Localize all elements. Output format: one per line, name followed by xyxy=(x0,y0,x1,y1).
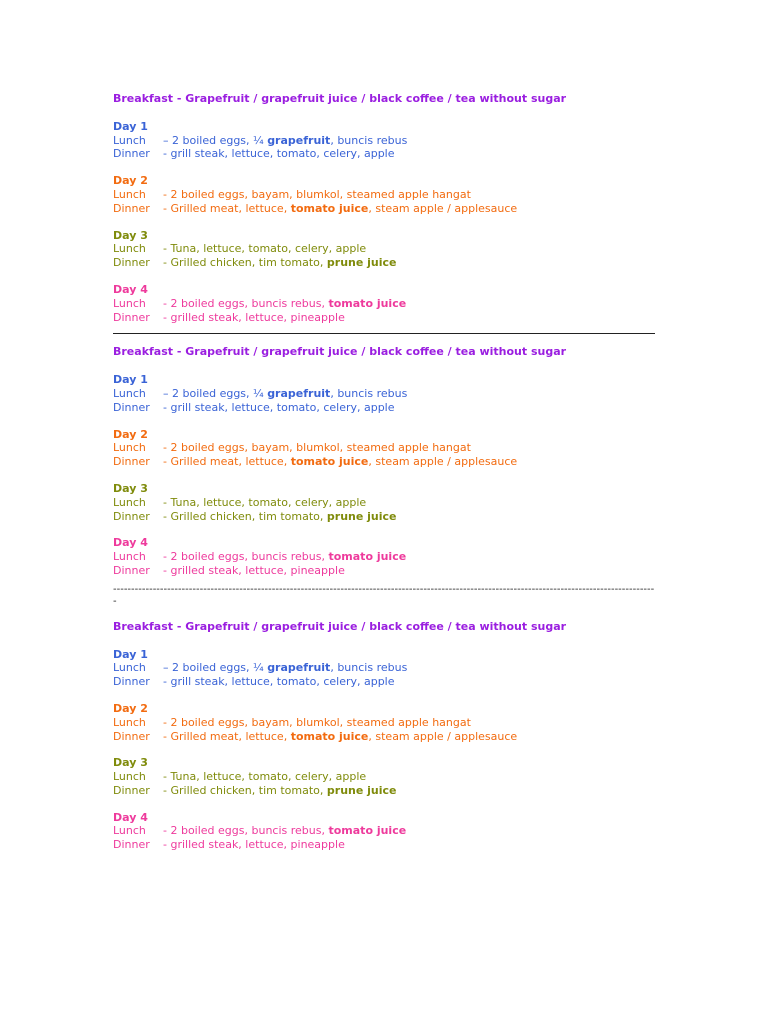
meal-text-tail: , buncis rebus xyxy=(330,386,408,400)
dinner-row xyxy=(113,256,658,270)
meal-label: Dinner xyxy=(113,783,150,797)
meal-label: Lunch xyxy=(113,661,146,675)
meal-label: Dinner xyxy=(113,838,150,852)
diet-section-2 xyxy=(113,345,658,577)
day-title: Day 4 xyxy=(113,282,148,296)
meal-text: - grill steak, lettuce, tomato, celery, apple xyxy=(163,147,395,161)
day-title: Day 3 xyxy=(113,228,148,242)
lunch-row xyxy=(113,770,658,784)
meal-text: - Tuna, lettuce, tomato, celery, apple xyxy=(163,495,367,509)
dinner-row xyxy=(113,838,658,852)
dinner-row xyxy=(113,784,658,798)
day-2-block xyxy=(113,702,658,743)
meal-text: - grill steak, lettuce, tomato, celery, apple xyxy=(163,675,395,689)
meal-label: Dinner xyxy=(113,256,150,270)
lunch-row xyxy=(113,134,658,148)
meal-text: - grilled steak, lettuce, pineapple xyxy=(163,563,345,577)
breakfast-line: Breakfast - Grapefruit / grapefruit juice / black coffee / tea without sugar xyxy=(113,92,567,105)
meal-highlight: grapefruit xyxy=(267,133,331,147)
meal-text: - Tuna, lettuce, tomato, celery, apple xyxy=(163,770,367,784)
meal-text: - grilled steak, lettuce, pineapple xyxy=(163,310,345,324)
meal-label: Dinner xyxy=(113,509,150,523)
lunch-row xyxy=(113,716,658,730)
day-title: Day 4 xyxy=(113,810,148,824)
meal-text: - Grilled chicken, tim tomato, xyxy=(163,509,327,523)
meal-text: - Grilled meat, lettuce, xyxy=(163,201,291,215)
meal-text: - Grilled chicken, tim tomato, xyxy=(163,783,327,797)
meal-highlight: tomato juice xyxy=(290,729,369,743)
meal-text: - 2 boiled eggs, bayam, blumkol, steamed apple hangat xyxy=(163,441,471,455)
lunch-row xyxy=(113,550,658,564)
meal-text: - grilled steak, lettuce, pineapple xyxy=(163,838,345,852)
diet-section-1 xyxy=(113,92,658,324)
meal-text-tail: , steam apple / applesauce xyxy=(368,729,518,743)
meal-label: Lunch xyxy=(113,441,146,455)
day-2-block xyxy=(113,174,658,215)
day-title: Day 3 xyxy=(113,481,148,495)
dinner-row xyxy=(113,311,658,325)
meal-text: - 2 boiled eggs, bayam, blumkol, steamed apple hangat xyxy=(163,715,471,729)
day-2-block xyxy=(113,428,658,469)
meal-label: Lunch xyxy=(113,296,146,310)
day-4-block xyxy=(113,283,658,324)
meal-text: - Grilled chicken, tim tomato, xyxy=(163,256,327,270)
meal-highlight: prune juice xyxy=(326,509,397,523)
lunch-row xyxy=(113,661,658,675)
day-title: Day 4 xyxy=(113,536,148,550)
dinner-row xyxy=(113,675,658,689)
meal-label: Lunch xyxy=(113,495,146,509)
horizontal-rule xyxy=(113,333,655,334)
day-1-block xyxy=(113,648,658,689)
meal-label: Lunch xyxy=(113,187,146,201)
dinner-row xyxy=(113,455,658,469)
meal-text: - grill steak, lettuce, tomato, celery, apple xyxy=(163,400,395,414)
meal-label: Lunch xyxy=(113,715,146,729)
dinner-row xyxy=(113,564,658,578)
lunch-row xyxy=(113,242,658,256)
meal-highlight: tomato juice xyxy=(290,455,369,469)
dinner-row xyxy=(113,147,658,161)
day-title: Day 3 xyxy=(113,756,148,770)
meal-label: Lunch xyxy=(113,386,146,400)
meal-label: Dinner xyxy=(113,563,150,577)
meal-text: – 2 boiled eggs, ¼ xyxy=(163,133,268,147)
meal-label: Lunch xyxy=(113,770,146,784)
dinner-row xyxy=(113,510,658,524)
meal-text: - Tuna, lettuce, tomato, celery, apple xyxy=(163,242,367,256)
day-4-block xyxy=(113,536,658,577)
dinner-row xyxy=(113,202,658,216)
day-title: Day 2 xyxy=(113,427,148,441)
diet-section-3 xyxy=(113,620,658,852)
meal-highlight: grapefruit xyxy=(267,386,331,400)
day-title: Day 2 xyxy=(113,174,148,188)
meal-label: Dinner xyxy=(113,310,150,324)
meal-text: - Grilled meat, lettuce, xyxy=(163,729,291,743)
lunch-row xyxy=(113,441,658,455)
day-3-block xyxy=(113,756,658,797)
lunch-row xyxy=(113,824,658,838)
meal-label: Lunch xyxy=(113,133,146,147)
meal-label: Lunch xyxy=(113,242,146,256)
breakfast-line: Breakfast - Grapefruit / grapefruit juice / black coffee / tea without sugar xyxy=(113,345,567,359)
lunch-row xyxy=(113,387,658,401)
day-4-block xyxy=(113,811,658,852)
dashed-separator: ------------------------------------------------------------------------------------------------------------------------------------------------------- xyxy=(113,583,655,607)
day-title: Day 1 xyxy=(113,373,148,387)
meal-text: - Grilled meat, lettuce, xyxy=(163,455,291,469)
meal-text: - 2 boiled eggs, buncis rebus, xyxy=(163,296,329,310)
dinner-row xyxy=(113,730,658,744)
day-1-block xyxy=(113,120,658,161)
meal-label: Dinner xyxy=(113,400,150,414)
meal-text: - 2 boiled eggs, buncis rebus, xyxy=(163,824,329,838)
lunch-row xyxy=(113,496,658,510)
meal-text: - 2 boiled eggs, bayam, blumkol, steamed apple hangat xyxy=(163,187,471,201)
meal-label: Dinner xyxy=(113,147,150,161)
meal-text-tail: , steam apple / applesauce xyxy=(368,455,518,469)
day-title: Day 1 xyxy=(113,647,148,661)
day-1-block xyxy=(113,373,658,414)
meal-highlight: prune juice xyxy=(326,783,397,797)
meal-label: Dinner xyxy=(113,455,150,469)
meal-text: – 2 boiled eggs, ¼ xyxy=(163,386,268,400)
meal-label: Dinner xyxy=(113,729,150,743)
day-3-block xyxy=(113,229,658,270)
lunch-row xyxy=(113,297,658,311)
meal-label: Lunch xyxy=(113,550,146,564)
meal-highlight: tomato juice xyxy=(328,296,407,310)
dinner-row xyxy=(113,401,658,415)
meal-text: - 2 boiled eggs, buncis rebus, xyxy=(163,550,329,564)
meal-highlight: tomato juice xyxy=(290,201,369,215)
day-title: Day 1 xyxy=(113,119,148,133)
breakfast-line: Breakfast - Grapefruit / grapefruit juice / black coffee / tea without sugar xyxy=(113,619,567,633)
meal-label: Lunch xyxy=(113,824,146,838)
meal-text-tail: , steam apple / applesauce xyxy=(368,201,518,215)
meal-text: – 2 boiled eggs, ¼ xyxy=(163,661,268,675)
document-page xyxy=(113,92,658,852)
meal-label: Dinner xyxy=(113,201,150,215)
meal-text-tail: , buncis rebus xyxy=(330,133,408,147)
meal-highlight: tomato juice xyxy=(328,824,407,838)
meal-highlight: prune juice xyxy=(326,256,397,270)
day-title: Day 2 xyxy=(113,701,148,715)
lunch-row xyxy=(113,188,658,202)
meal-text-tail: , buncis rebus xyxy=(330,661,408,675)
day-3-block xyxy=(113,482,658,523)
meal-highlight: tomato juice xyxy=(328,550,407,564)
meal-label: Dinner xyxy=(113,675,150,689)
meal-highlight: grapefruit xyxy=(267,661,331,675)
